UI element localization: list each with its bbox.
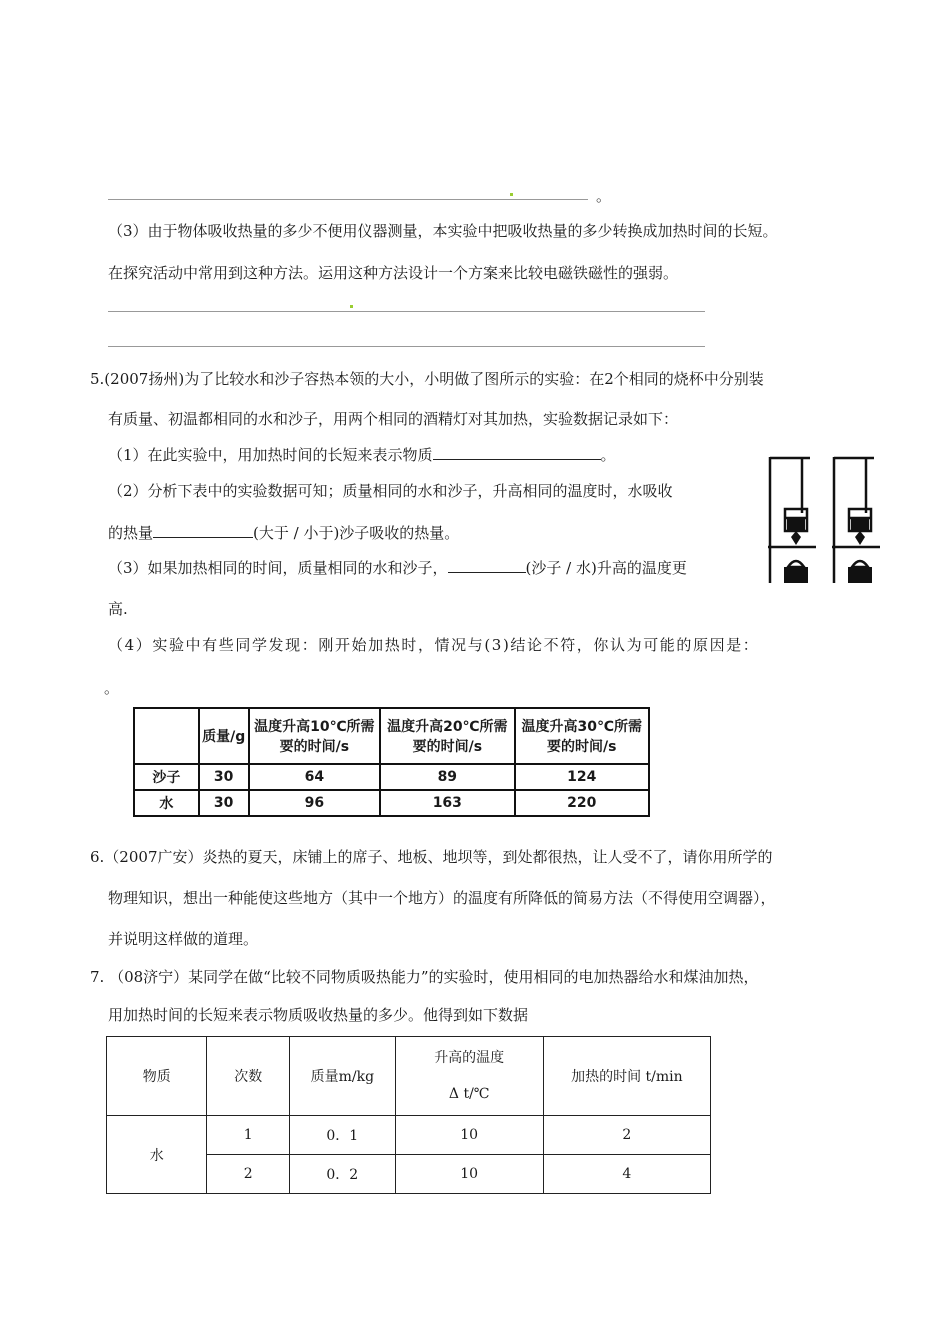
table-cell: 10 (395, 1155, 543, 1194)
q5-part3-prefix: （3）如果加热相同的时间，质量相同的水和沙子， (108, 559, 448, 577)
table-cell: 0．2 (290, 1155, 396, 1194)
q5-data-table (133, 707, 650, 817)
table-header-cell: 质量/g (199, 708, 249, 764)
table-cell: 124 (515, 764, 649, 790)
table-header-cell: 物质 (107, 1037, 207, 1116)
table-cell: 0．1 (290, 1116, 396, 1155)
q4-part3-line2: 在探究活动中常用到这种方法。运用这种方法设计一个方案来比较电磁铁磁性的强弱。 (108, 264, 679, 282)
table-header-cell: 加热的时间 t/min (543, 1037, 710, 1116)
q5-part2-line2 (108, 522, 459, 543)
q5-part2-line1: （2）分析下表中的实验数据可知；质量相同的水和沙子，升高相同的温度时，水吸收 (108, 482, 673, 500)
table-cell: 163 (380, 790, 514, 816)
table-header-cell: 温度升高30℃所需要的时间/s (515, 708, 649, 764)
table-cell: 10 (395, 1116, 543, 1155)
q7-line2: 用加热时间的长短来表示物质吸收热量的多少。他得到如下数据 (108, 1006, 529, 1024)
q7-data-table (106, 1036, 711, 1194)
q4-part3-line1: （3）由于物体吸收热量的多少不便用仪器测量，本实验中把吸收热量的多少转换成加热时间的长短。 (108, 222, 778, 240)
q5-part3-line1 (108, 557, 687, 578)
q5-part4-end: 。 (104, 679, 120, 697)
q6-line2: 物理知识，想出一种能使这些地方（其中一个地方）的温度有所降低的简易方法（不得使用空调器）， (108, 889, 776, 907)
q5-part4: （4）实验中有些同学发现：刚开始加热时，情况与(3)结论不符，你认为可能的原因是： (108, 636, 760, 654)
q5-part1 (108, 444, 616, 465)
table-cell: 220 (515, 790, 649, 816)
mark-dot (350, 305, 353, 308)
q5-part2-blank[interactable] (153, 523, 253, 538)
table-cell: 2 (207, 1155, 290, 1194)
table-row (107, 1116, 711, 1155)
q5-part3-blank[interactable] (448, 558, 526, 573)
q5-part1-blank[interactable] (433, 445, 601, 460)
table-cell: 96 (249, 790, 380, 816)
q6-line1: 6.（2007广安）炎热的夏天，床铺上的席子、地板、地坝等，到处都很热，让人受不了，请你用所学的 (90, 848, 773, 866)
table-row (134, 790, 649, 816)
table-cell: 30 (199, 790, 249, 816)
q5-part2-prefix: 的热量 (108, 524, 154, 542)
q5-intro-line2: 有质量、初温都相同的水和沙子，用两个相同的酒精灯对其加热，实验数据记录如下： (108, 410, 679, 428)
mark-dot (510, 193, 513, 196)
table-header-cell: 质量m/kg (290, 1037, 396, 1116)
q5-part3-line2: 高. (108, 600, 128, 618)
temp-header-line2: Δ t/℃ (448, 1086, 490, 1102)
answer-line-2[interactable] (108, 311, 705, 312)
table-cell: 64 (249, 764, 380, 790)
table-header-cell (134, 708, 199, 764)
table-cell: 30 (199, 764, 249, 790)
answer-line-3[interactable] (108, 346, 705, 347)
table-header-cell: 次数 (207, 1037, 290, 1116)
table-header-cell (395, 1037, 543, 1116)
temp-header-line1: 升高的温度 (434, 1050, 505, 1066)
table-cell: 水 (134, 790, 199, 816)
q7-line1: 7. （08济宁）某同学在做“比较不同物质吸热能力”的实验时，使用相同的电加热器给水和煤油加热， (90, 968, 759, 986)
q5-intro-line1: 5.(2007扬州)为了比较水和沙子容热本领的大小，小明做了图所示的实验：在2个相同的烧杯中分别装 (90, 370, 764, 388)
table-header-cell: 温度升高10℃所需要的时间/s (249, 708, 380, 764)
table-cell: 4 (543, 1155, 710, 1194)
table-cell: 1 (207, 1116, 290, 1155)
q5-part1-suffix: 。 (600, 446, 616, 464)
table-row (134, 764, 649, 790)
answer-line-end: 。 (596, 187, 612, 205)
q5-part3-suffix: (沙子 / 水)升高的温度更 (525, 559, 687, 577)
table-cell: 沙子 (134, 764, 199, 790)
answer-line-1[interactable] (108, 199, 588, 200)
q6-line3: 并说明这样做的道理。 (108, 930, 259, 948)
q5-part1-prefix: （1）在此实验中，用加热时间的长短来表示物质 (108, 446, 433, 464)
apparatus-figure (766, 455, 886, 585)
table-cell: 水 (107, 1116, 207, 1194)
table-cell: 2 (543, 1116, 710, 1155)
q5-part2-suffix: (大于 / 小于)沙子吸收的热量。 (253, 524, 460, 542)
table-cell: 89 (380, 764, 514, 790)
table-header-cell: 温度升高20℃所需要的时间/s (380, 708, 514, 764)
